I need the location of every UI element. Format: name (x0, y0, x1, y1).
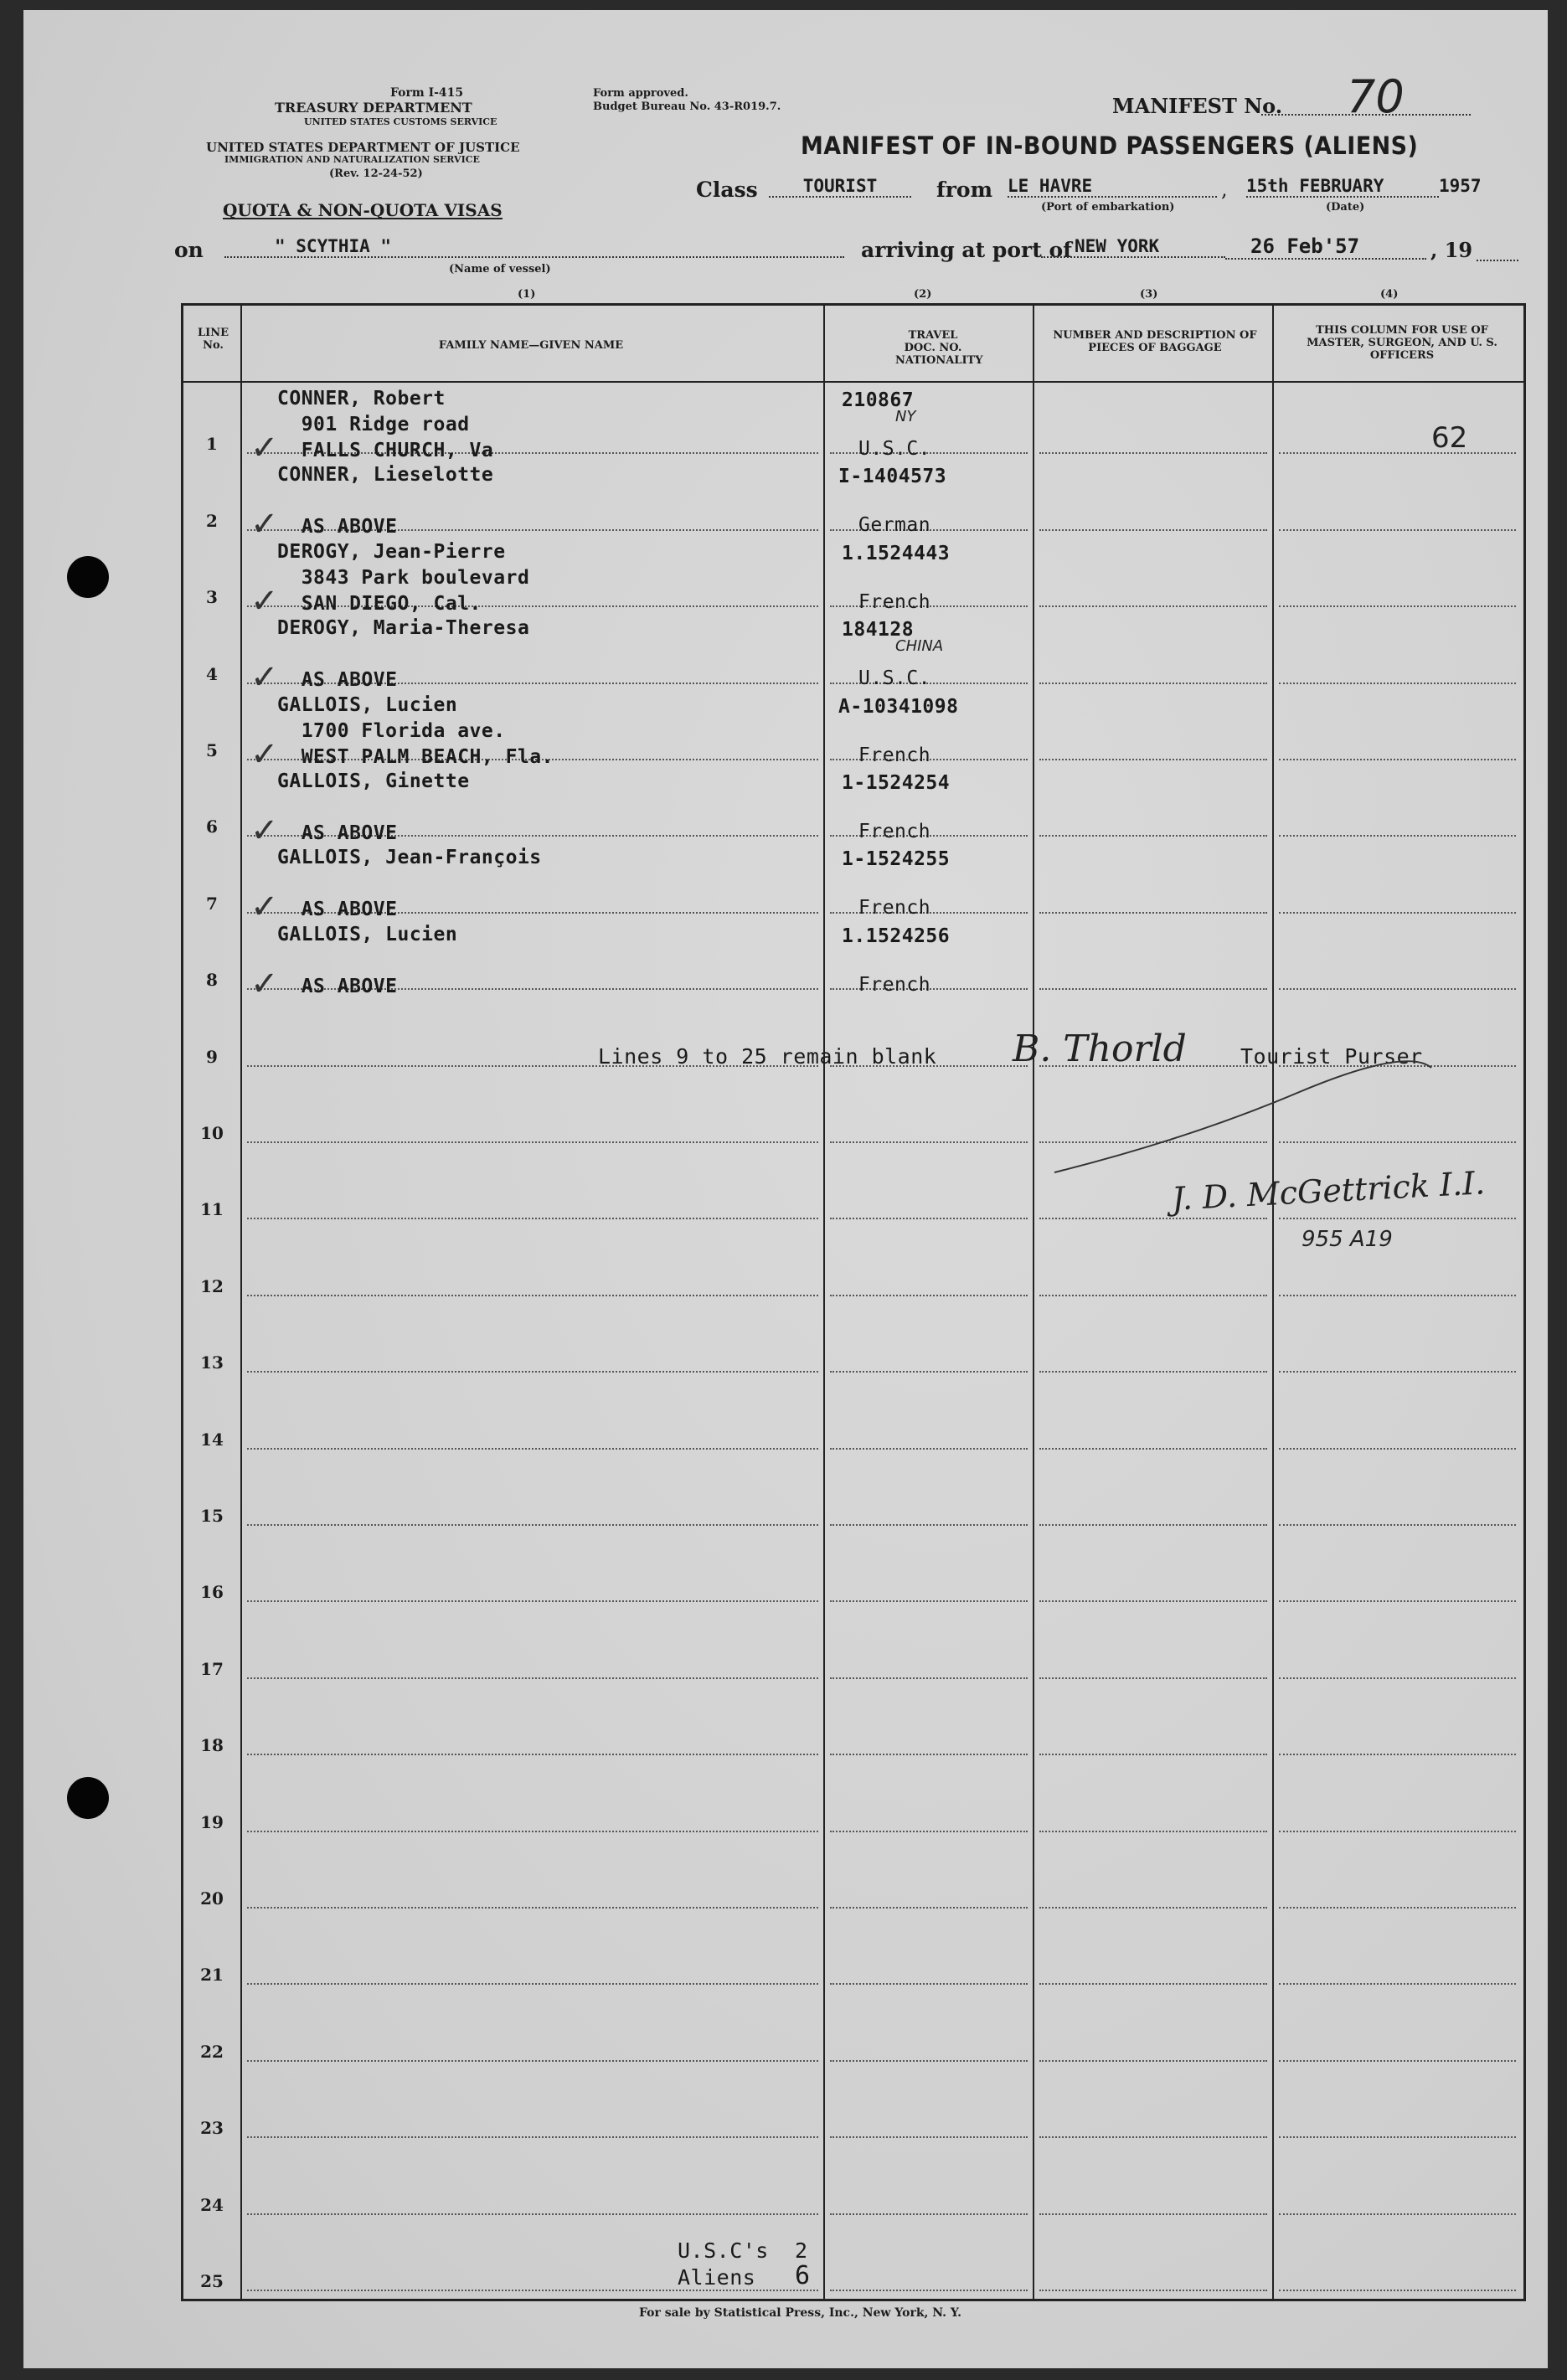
row-separator (1279, 683, 1516, 684)
passenger-name-line: WEST PALM BEACH, Fla. (277, 745, 554, 768)
check-mark-icon: ✓ (250, 505, 279, 544)
line-number: 18 (200, 1735, 224, 1756)
arrival-port: NEW YORK (1041, 236, 1225, 258)
usc-total-label: U.S.C's (678, 2238, 769, 2263)
usc-total-count: 2 (795, 2238, 808, 2263)
row-separator (247, 1141, 818, 1143)
line-number: 13 (200, 1352, 224, 1373)
row-separator (1279, 2213, 1516, 2215)
row-separator (1039, 988, 1267, 990)
passenger-name-line: GALLOIS, Ginette (277, 770, 470, 792)
row-separator (1039, 835, 1267, 837)
inspector-signature: J. D. McGettrick I.I. (1171, 1164, 1487, 1218)
date-comma: , (1221, 178, 1228, 201)
travel-doc-no: 210867 (842, 389, 915, 411)
passenger-name-line: CONNER, Robert (277, 388, 446, 410)
aliens-total-label: Aliens (678, 2265, 756, 2290)
row-separator (1279, 452, 1516, 454)
page-title: MANIFEST OF IN-BOUND PASSENGERS (ALIENS) (801, 131, 1419, 160)
row-separator (1279, 1677, 1516, 1679)
row-separator (1279, 2290, 1516, 2291)
row-separator (830, 1448, 1028, 1450)
row-separator (1279, 2060, 1516, 2062)
travel-doc-no: I-1404573 (838, 466, 947, 488)
col-num-3: (3) (1140, 288, 1158, 301)
line-number: 19 (200, 1811, 224, 1832)
row-separator (1039, 452, 1267, 454)
header-officers: THIS COLUMN FOR USE OF MASTER, SURGEON, AND U. S. OFFICERS (1307, 324, 1497, 362)
row-separator (1279, 1754, 1516, 1755)
nationality: French (858, 590, 931, 613)
passenger-name-line: AS ABOVE (277, 975, 398, 997)
ins-service: IMMIGRATION AND NATURALIZATION SERVICE (224, 154, 480, 165)
row-separator (247, 1371, 818, 1373)
passenger-name-line: 901 Ridge road (277, 414, 470, 435)
row-separator (1039, 2136, 1267, 2138)
travel-doc-no: 184128 (842, 619, 915, 641)
row-separator (830, 2136, 1028, 2138)
aliens-total-count: 6 (795, 2261, 811, 2290)
row-separator (1279, 529, 1516, 531)
budget-bureau: Budget Bureau No. 43-R019.7. (593, 100, 781, 113)
row-separator (247, 1218, 818, 1219)
passenger-name-line: 1700 Florida ave. (277, 719, 506, 742)
row-separator (247, 1907, 818, 1909)
row-separator (1039, 1677, 1267, 1679)
row-separator (1279, 1831, 1516, 1832)
row-separator (1279, 912, 1516, 914)
manifest-document (23, 10, 1548, 2368)
row-separator (1039, 1754, 1267, 1755)
line-number: 5 (206, 740, 218, 760)
passenger-name-line: AS ABOVE (277, 899, 398, 921)
row-separator (830, 1371, 1028, 1373)
nationality: French (858, 897, 931, 920)
footer-printer: For sale by Statistical Press, Inc., New York, N. Y. (639, 2306, 961, 2320)
date-caption: (Date) (1326, 201, 1365, 214)
row-separator (1039, 1524, 1267, 1526)
row-separator (1039, 1218, 1267, 1219)
header-baggage: NUMBER AND DESCRIPTION OF PIECES OF BAGGAGE (1053, 329, 1257, 354)
punch-hole (67, 556, 109, 598)
row-separator (1039, 912, 1267, 914)
treasury-dept: TREASURY DEPARTMENT (275, 100, 472, 116)
row-separator (1279, 1600, 1516, 1602)
line-number: 15 (200, 1506, 224, 1526)
passenger-name-line: DEROGY, Jean-Pierre (277, 540, 506, 563)
row-separator (1039, 2290, 1267, 2291)
quota-visas-label: QUOTA & NON-QUOTA VISAS (223, 200, 503, 220)
arriving-label: arriving at port of (861, 238, 1072, 262)
row-separator (1279, 1907, 1516, 1909)
line-number: 8 (206, 970, 218, 991)
line-number: 11 (200, 1199, 224, 1220)
row-separator (830, 1831, 1028, 1832)
row-separator (830, 1754, 1028, 1755)
travel-doc-no: 1-1524254 (842, 772, 951, 794)
travel-doc-no: 1.1524256 (842, 925, 951, 947)
customs-service: UNITED STATES CUSTOMS SERVICE (304, 116, 497, 127)
col-num-4: (4) (1380, 288, 1399, 301)
nationality: U.S.C. (858, 667, 931, 690)
year-value: 1957 (1439, 176, 1482, 196)
line-number: 10 (200, 1123, 224, 1143)
handwritten-note: NY (895, 408, 916, 425)
line-number: 1 (206, 434, 218, 455)
line-number: 2 (206, 510, 218, 531)
vessel-caption: (Name of vessel) (449, 263, 551, 276)
line-number: 20 (200, 1888, 224, 1909)
punch-hole (67, 1777, 109, 1819)
row-separator (1039, 1907, 1267, 1909)
row-separator (247, 1831, 818, 1832)
line-number: 23 (200, 2118, 224, 2139)
row-separator (1279, 1218, 1516, 1219)
row-separator (1279, 1448, 1516, 1450)
row-separator (830, 1295, 1028, 1296)
row-separator (1279, 1524, 1516, 1526)
handwritten-note: CHINA (895, 637, 944, 656)
check-mark-icon: ✓ (250, 964, 279, 1003)
row-separator (1039, 2213, 1267, 2215)
row-separator (830, 1983, 1028, 1985)
inspector-note: 955 A19 (1302, 1227, 1393, 1252)
row-separator (247, 1677, 818, 1679)
line-number: 21 (200, 1965, 224, 1986)
row-separator (247, 1754, 818, 1755)
row-separator (247, 1448, 818, 1450)
row-separator (830, 1907, 1028, 1909)
row-separator (830, 1677, 1028, 1679)
travel-doc-no: A-10341098 (838, 695, 959, 718)
line-number: 16 (200, 1582, 224, 1603)
year-line (1477, 260, 1518, 261)
row-separator (247, 1983, 818, 1985)
year-prefix: , 19 (1430, 238, 1473, 262)
nationality: French (858, 973, 931, 996)
passenger-name-line: AS ABOVE (277, 822, 398, 844)
line-number: 22 (200, 2041, 224, 2062)
row-separator (1039, 605, 1267, 607)
manifest-no-value: 70 (1347, 70, 1405, 123)
nationality: French (858, 744, 931, 766)
check-mark-icon: ✓ (250, 658, 279, 698)
check-mark-icon: ✓ (250, 734, 279, 774)
port-of-embarkation: LE HAVRE (1008, 176, 1217, 198)
row-separator (1039, 759, 1267, 760)
row-separator (830, 1218, 1028, 1219)
check-mark-icon: ✓ (250, 811, 279, 850)
row-separator (1279, 835, 1516, 837)
vessel-name: " SCYTHIA " (224, 236, 844, 258)
header-line-no: LINE No. (197, 327, 229, 352)
row-separator (247, 1600, 818, 1602)
line-number: 24 (200, 2194, 224, 2215)
travel-doc-no: 1.1524443 (842, 542, 951, 564)
col-num-1: (1) (518, 288, 536, 301)
passenger-name-line: SAN DIEGO, Cal. (277, 592, 482, 615)
date-value: 15th FEBRUARY (1246, 176, 1439, 198)
nationality: French (858, 821, 931, 842)
row-separator (830, 1141, 1028, 1143)
row-separator (830, 2290, 1028, 2291)
nationality: U.S.C. (858, 438, 931, 460)
row-separator (247, 1524, 818, 1526)
row-separator (1279, 1295, 1516, 1296)
check-mark-icon: ✓ (250, 429, 279, 467)
purser-signature: B. Thorld (1013, 1028, 1187, 1070)
form-revision: (Rev. 12-24-52) (329, 167, 423, 180)
form-number: Form I-415 (390, 86, 464, 100)
row-separator (247, 2060, 818, 2062)
passenger-name-line: 3843 Park boulevard (277, 566, 530, 589)
class-label: Class (696, 178, 758, 202)
line-number: 17 (200, 1658, 224, 1679)
row-separator (1039, 1371, 1267, 1373)
line-number: 12 (200, 1275, 224, 1296)
passenger-name-line: AS ABOVE (277, 669, 398, 692)
header-travel-doc: TRAVEL DOC. NO. NATIONALITY (895, 329, 983, 367)
line-number: 14 (200, 1429, 224, 1450)
passenger-name-line: GALLOIS, Jean-François (277, 847, 542, 869)
row-separator (1039, 1295, 1267, 1296)
row-separator (1039, 2060, 1267, 2062)
line-number: 25 (200, 2271, 224, 2291)
form-approved: Form approved. (593, 87, 688, 100)
class-value: TOURIST (769, 176, 911, 198)
blank-lines-note: Lines 9 to 25 remain blank (598, 1044, 937, 1069)
from-label: from (936, 178, 993, 202)
row-separator (1279, 2136, 1516, 2138)
row-separator (830, 2213, 1028, 2215)
passenger-name-line: FALLS CHURCH, Va (277, 440, 494, 461)
row-separator (1039, 529, 1267, 531)
port-caption: (Port of embarkation) (1041, 201, 1175, 214)
nationality: German (858, 514, 931, 537)
row-separator (1039, 1600, 1267, 1602)
row-separator (830, 2060, 1028, 2062)
passenger-name-line: AS ABOVE (277, 516, 398, 538)
passenger-name-line: GALLOIS, Lucien (277, 693, 458, 716)
passenger-name-line: GALLOIS, Lucien (277, 923, 458, 945)
col-num-2: (2) (914, 288, 932, 301)
row-separator (830, 1524, 1028, 1526)
purser-title: Tourist Purser (1240, 1044, 1423, 1069)
row-separator (247, 1295, 818, 1296)
line-number: 9 (206, 1046, 218, 1067)
passenger-name-line: DEROGY, Maria-Theresa (277, 617, 530, 640)
check-mark-icon: ✓ (250, 581, 279, 621)
passenger-table (181, 303, 1526, 2301)
row-separator (247, 2136, 818, 2138)
manifest-no-label: MANIFEST No. (1112, 94, 1283, 118)
header-name: FAMILY NAME—GIVEN NAME (438, 339, 624, 352)
row-separator (1039, 1448, 1267, 1450)
passenger-name-line: CONNER, Lieselotte (277, 464, 494, 487)
row-separator (1279, 1371, 1516, 1373)
travel-doc-no: 1-1524255 (842, 848, 951, 871)
row-separator (1039, 1983, 1267, 1985)
row-separator (1279, 759, 1516, 760)
arrival-date: 26 Feb'57 (1225, 234, 1426, 260)
row-separator (247, 2213, 818, 2215)
officer-note: 62 (1431, 421, 1468, 455)
check-mark-icon: ✓ (250, 888, 279, 927)
line-number: 3 (206, 587, 218, 608)
row-separator (1039, 683, 1267, 684)
row-separator (830, 1600, 1028, 1602)
line-number: 6 (206, 817, 218, 837)
line-number: 7 (206, 893, 218, 914)
on-label: on (174, 238, 204, 262)
line-number: 4 (206, 663, 218, 684)
row-separator (247, 2290, 818, 2291)
row-separator (1279, 605, 1516, 607)
dept-of-justice: UNITED STATES DEPARTMENT OF JUSTICE (206, 140, 520, 155)
row-separator (1039, 1831, 1267, 1832)
row-separator (1279, 988, 1516, 990)
row-separator (1279, 1983, 1516, 1985)
